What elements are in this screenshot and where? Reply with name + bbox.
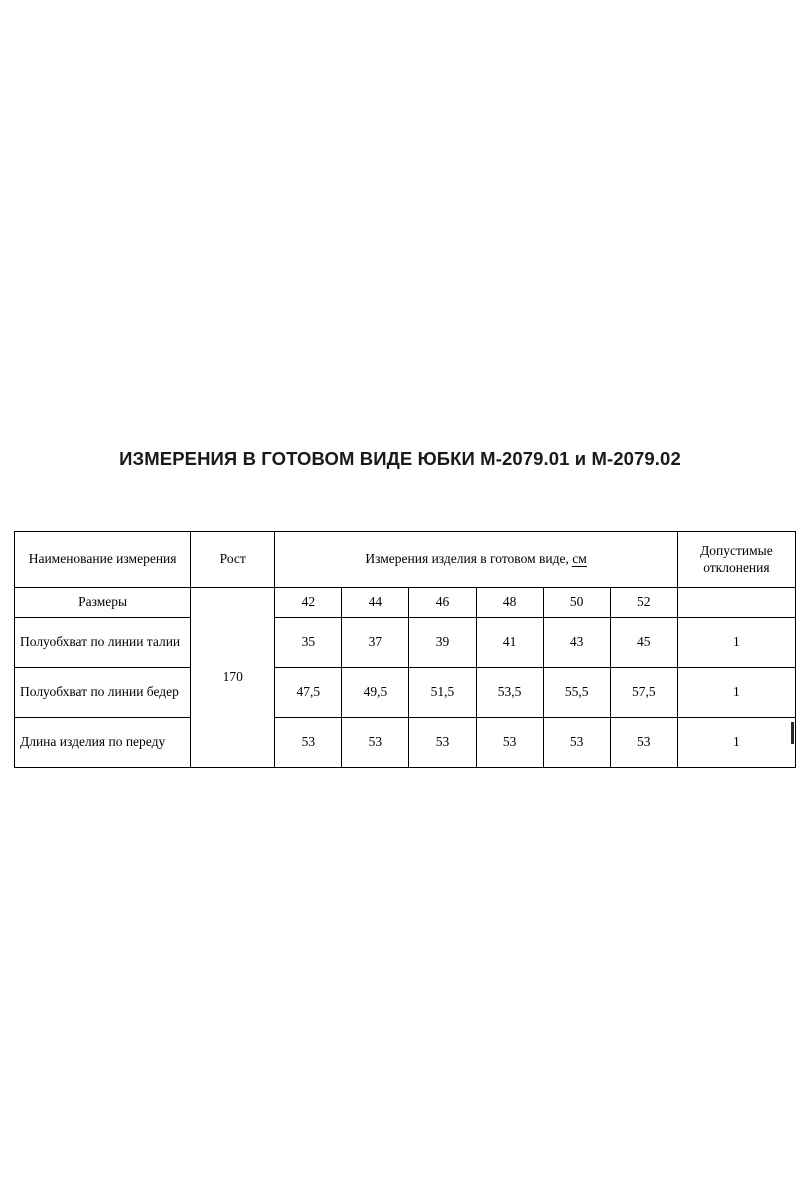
header-measurements-text: Измерения изделия в готовом виде, [365,551,573,567]
cell-length-44: 53 [342,718,409,768]
table-row [15,718,796,768]
header-measurements-unit: см [572,551,587,567]
table-header-row [15,532,796,588]
cell-hips-deviation: 1 [677,668,795,718]
cell-length-46: 53 [409,718,476,768]
measurements-table [14,531,796,768]
cell-waist-44: 37 [342,618,409,668]
cell-length-deviation: 1 [677,718,795,768]
cell-waist-50: 43 [543,618,610,668]
cell-length-52: 53 [610,718,677,768]
cell-waist-52: 45 [610,618,677,668]
cell-size-50: 50 [543,588,610,618]
cell-size-44: 44 [342,588,409,618]
cell-waist-deviation: 1 [677,618,795,668]
table-row [15,668,796,718]
cell-hips-46: 51,5 [409,668,476,718]
cell-hips-50: 55,5 [543,668,610,718]
row-label-hips: Полуобхват по линии бедер [15,668,191,718]
header-cell-name: Наименование измерения [15,532,191,588]
cell-hips-48: 53,5 [476,668,543,718]
cell-hips-52: 57,5 [610,668,677,718]
page-title: ИЗМЕРЕНИЯ В ГОТОВОМ ВИДЕ ЮБКИ М-2079.01 и М-2079.02 [119,448,681,469]
row-label-waist: Полуобхват по линии талии [15,618,191,668]
cell-size-48: 48 [476,588,543,618]
cell-size-52: 52 [610,588,677,618]
cell-height-value: 170 [191,588,275,768]
row-label-length: Длина изделия по переду [15,718,191,768]
cell-waist-46: 39 [409,618,476,668]
cell-sizes-deviation-empty [677,588,795,618]
header-cell-measurements [275,532,678,588]
cell-hips-42: 47,5 [275,668,342,718]
cell-hips-44: 49,5 [342,668,409,718]
measurements-table-container [14,531,796,768]
table-row [15,618,796,668]
cell-waist-48: 41 [476,618,543,668]
cell-length-42: 53 [275,718,342,768]
cell-waist-42: 35 [275,618,342,668]
cell-sizes-label: Размеры [15,588,191,618]
table-row-sizes [15,588,796,618]
cell-length-50: 53 [543,718,610,768]
scan-edge-artifact [791,722,794,744]
header-cell-deviation: Допустимые отклонения [677,532,795,588]
header-cell-height: Рост [191,532,275,588]
cell-size-46: 46 [409,588,476,618]
cell-size-42: 42 [275,588,342,618]
cell-length-48: 53 [476,718,543,768]
